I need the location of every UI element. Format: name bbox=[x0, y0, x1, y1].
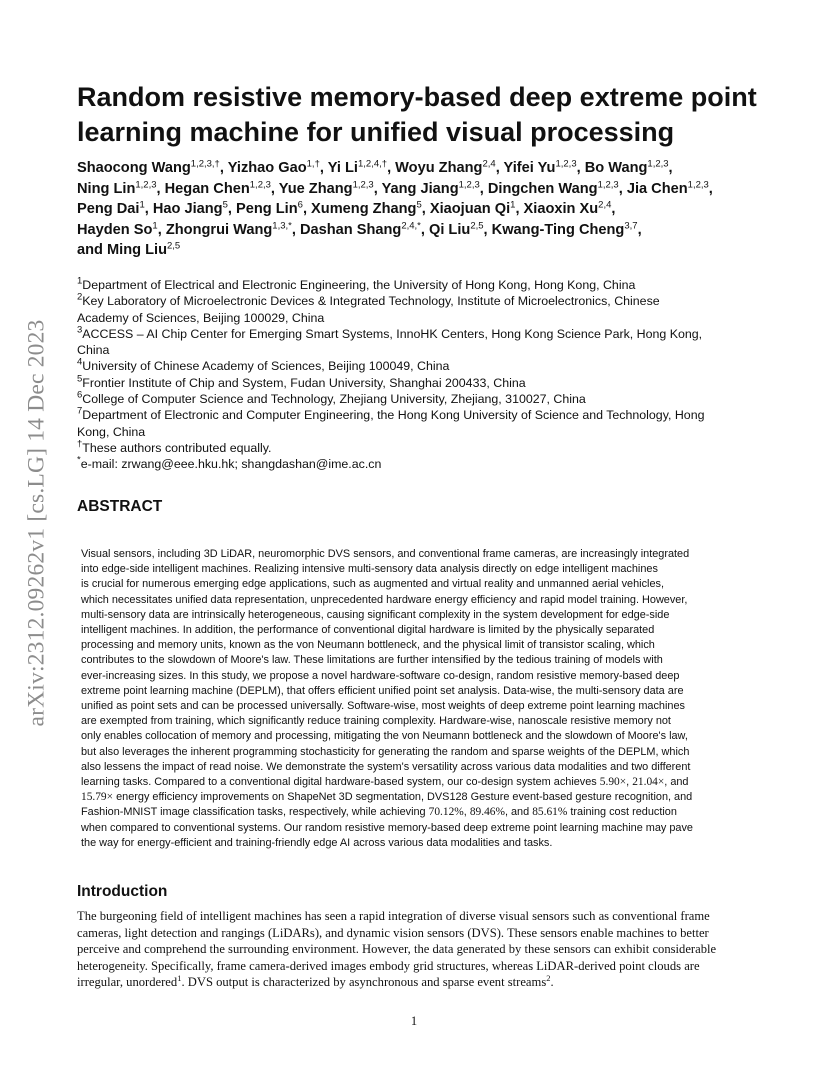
abstract-line: unified as point sets and can be processed universally. Software-wise, most weights of deep extreme point learning machines bbox=[81, 700, 685, 713]
affiliation-marker: * bbox=[77, 454, 81, 466]
abstract-line: extreme point learning machine (DEPLM), that offers efficient unified point set analysis. Data-wise, the multi-sensory data are bbox=[81, 684, 684, 697]
author-line: Shaocong Wang$^{1,2,3,\dagger}$, Yizhao Gao$^{1,\dagger}$, Yi $Li^{1,2,4,\dagger}$, Woyu Zhang$^{2,4}$, Yifei Yu$^{1,2,3}$, Bo Wang$^{1,2,3}$, bbox=[77, 158, 673, 176]
affiliation-marker: 3 bbox=[77, 324, 83, 336]
author-name: Peng Dai$^1$ bbox=[77, 199, 145, 218]
abstract-line: which necessitates unified data representation, unprecedented hardware energy efficiency and rapid model training. However, bbox=[81, 593, 688, 606]
author-name: Xiaojuan Qi$^1$ bbox=[429, 199, 516, 218]
abstract-line: also lessens the impact of read noise. We demonstrate the system's versatility across various data modalities and two different bbox=[81, 760, 691, 773]
abstract-line: multi-sensory data are intrinsically heterogeneous, causing significant complexity in the system development for edge-side bbox=[81, 608, 670, 621]
abstract-line: only enables collocation of memory and processing, mitigating the von Neumann bottleneck and the slowdown of Moore's law, bbox=[81, 730, 688, 743]
affiliation-marker: 1 bbox=[77, 275, 83, 287]
paper-title bbox=[77, 80, 767, 150]
author-affiliation-marker: 2,5 bbox=[166, 240, 181, 252]
author-name: Woyu Zhang$^{2,4}$ bbox=[395, 158, 496, 176]
affiliation-marker: 5 bbox=[77, 373, 83, 385]
abstract-line: is crucial for numerous emerging edge applications, such as augmented and virtual reality and unmanned aerial vehicles, bbox=[81, 578, 664, 591]
author-affiliation-marker: 2,4 bbox=[482, 158, 496, 170]
title-line: learning machine for unified visual processing bbox=[77, 117, 675, 147]
author-affiliation-marker: 1,2,3 bbox=[597, 178, 619, 190]
abstract-line: learning tasks. Compared to a conventional digital hardware-based system, our co-design system achieves 5.90×, 21.04×, and bbox=[81, 776, 689, 789]
arxiv-id: arXiv:2312.09262v1 [cs.LG] 14 Dec 2023 bbox=[23, 318, 50, 727]
author-name: Xiaoxin Xu$^{2,4}$ bbox=[523, 199, 612, 218]
author-affiliation-marker: 6 bbox=[297, 199, 303, 211]
author-line: Hayden So$^1$, Zhongrui Wang$^{1,3,*}$, Dashan Shang$^{2,4,*}$, Qi Liu$^{2,5}$, Kwang-Ting Cheng$^{3,7}$, bbox=[77, 220, 642, 238]
author-name: Yifei Yu$^{1,2,3}$ bbox=[503, 158, 577, 176]
author-affiliation-marker: 5 bbox=[416, 199, 422, 211]
abstract-line: when compared to conventional systems. Our random resistive memory-based deep extreme point learning machine may pave bbox=[81, 821, 693, 834]
author-affiliation-marker: 1,2,3 bbox=[555, 158, 577, 170]
affiliation-line: $^4$University of Chinese Academy of Sciences, Beijing 100049, China bbox=[77, 356, 450, 374]
abstract-line: Fashion-MNIST image classification tasks, respectively, while achieving 70.12%, 89.46%, and 85.61% training cost reduction bbox=[81, 806, 677, 819]
affiliation-line: $^3$ACCESS – AI Chip Center for Emerging Smart Systems, InnoHK Centers, Hong Kong Science Park, Hong Kong, bbox=[77, 324, 703, 341]
author-name: Hegan Chen$^{1,2,3}$ bbox=[164, 178, 271, 197]
author-name: and Ming Liu$^{2,5}$ bbox=[77, 240, 181, 259]
abstract-line: ever-increasing sizes. In this study, we propose a novel hardware-software co-design, random resistive memory-based deep bbox=[81, 669, 680, 682]
affiliation-line: $^1$Department of Electrical and Electronic Engineering, the University of Hong Kong, Hong Kong, China bbox=[77, 275, 636, 292]
abstract-line: processing and memory units, known as the von Neumann bottleneck, and the physical limit of transistor scaling, which bbox=[81, 639, 655, 652]
author-affiliation-marker: 3,7 bbox=[624, 220, 638, 232]
abstract-line: into edge-side intelligent machines. Realizing intensive multi-sensory data analysis directly on edge intelligent machines bbox=[81, 563, 658, 576]
abstract-line: intelligent machines. In addition, the performance of conventional digital hardware is limited by the physically separated bbox=[81, 624, 655, 637]
author-name: Hayden So$^1$ bbox=[77, 220, 158, 238]
author-affiliation-marker: 1,3,* bbox=[272, 220, 292, 232]
affiliation-line: $^6$College of Computer Science and Technology, Zhejiang University, Zhejiang, 310027, China bbox=[77, 389, 586, 407]
intro-line: cameras, light detection and rangings (LiDARs), and dynamic vision sensors (DVS). These sensors enable machines to better bbox=[77, 925, 709, 940]
affiliation-list bbox=[77, 277, 767, 473]
affiliation-marker: 7 bbox=[77, 405, 83, 417]
author-name: Dashan Shang$^{2,4,*}$ bbox=[299, 220, 421, 238]
author-name: Hao Jiang$^5$ bbox=[152, 199, 228, 218]
introduction-heading: Introduction bbox=[77, 883, 168, 900]
intro-line: heterogeneity. Specifically, frame camera-derived images embody grid structures, whereas LiDAR-derived point clouds are bbox=[77, 958, 700, 973]
introduction-body bbox=[77, 908, 757, 991]
author-list bbox=[77, 158, 767, 261]
author-affiliation-marker: 1,2,3 bbox=[135, 178, 157, 190]
citation-marker: 1 bbox=[177, 972, 182, 983]
affiliation-line: China bbox=[77, 343, 110, 358]
author-name: Zhongrui Wang$^{1,3,*}$ bbox=[165, 220, 292, 238]
author-line: Peng Dai$^1$, Hao Jiang$^5$, Peng Lin$^6$, Xumeng Zhang$^5$, Xiaojuan Qi$^1$, Xiaoxin Xu$^{2,4}$, bbox=[77, 199, 616, 218]
author-name: Jia Chen$^{1,2,3}$ bbox=[626, 178, 709, 197]
author-name: Dingchen Wang$^{1,2,3}$ bbox=[487, 178, 619, 197]
author-affiliation-marker: 2,5 bbox=[470, 220, 484, 232]
intro-line: irregular, unordered$^1$. DVS output is characterized by asynchronous and sparse event streams$^2$. bbox=[77, 972, 554, 989]
affiliation-marker: † bbox=[77, 438, 83, 450]
author-affiliation-marker: 1,2,3,† bbox=[190, 158, 220, 170]
author-line bbox=[77, 240, 767, 261]
abstract-line: contributes to the slowdown of Moore's law. These limitations are further intensified by the tedious training of models with bbox=[81, 654, 663, 667]
author-name: Yang Jiang$^{1,2,3}$ bbox=[381, 178, 480, 197]
author-name: Kwang-Ting Cheng$^{3,7}$ bbox=[491, 220, 638, 238]
author-name: Ning Lin$^{1,2,3}$ bbox=[77, 178, 157, 197]
math-value: 70.12% bbox=[428, 806, 464, 819]
author-affiliation-marker: 1 bbox=[139, 199, 145, 211]
title-line: Random resistive memory-based deep extreme point bbox=[77, 82, 757, 112]
affiliation-marker: 6 bbox=[77, 389, 83, 401]
abstract-line: the way for energy-efficient and training-friendly edge AI across various data modalities and tasks. bbox=[81, 836, 553, 849]
math-value: 89.46% bbox=[469, 806, 505, 819]
citation-marker: 2 bbox=[546, 972, 551, 983]
author-affiliation-marker: 1,2,3 bbox=[647, 158, 669, 170]
math-value: 5.90× bbox=[599, 776, 627, 789]
author-affiliation-marker: 1,2,4,† bbox=[358, 158, 388, 170]
author-affiliation-marker: 1 bbox=[510, 199, 516, 211]
abstract-body bbox=[81, 547, 761, 851]
author-name: Xumeng Zhang$^5$ bbox=[311, 199, 422, 218]
affiliation-marker: 4 bbox=[77, 356, 83, 368]
author-affiliation-marker: 1 bbox=[152, 220, 158, 232]
affiliation-line: $^2$Key Laboratory of Microelectronic Devices & Integrated Technology, Institute of Microelectronics, Chinese bbox=[77, 291, 660, 309]
abstract-line: are exempted from training, which significantly reduce training complexity. Hardware-wise, nanoscale resistive memory not bbox=[81, 715, 671, 728]
math-value: 15.79× bbox=[81, 791, 114, 804]
author-affiliation-marker: 1,† bbox=[306, 158, 320, 170]
author-name: Peng Lin$^6$ bbox=[236, 199, 303, 218]
affiliation-line: $^5$Frontier Institute of Chip and System, Fudan University, Shanghai 200433, China bbox=[77, 373, 526, 390]
affiliation-line: Kong, China bbox=[77, 424, 146, 439]
abstract-line: but also leverages the inherent programming stochasticity for generating the random and sparse weights of the DEPLM, which bbox=[81, 745, 690, 758]
intro-line: perceive and comprehend the surrounding environment. However, the data generated by these sensors can exhibit considerable bbox=[77, 942, 717, 956]
affiliation-marker: 2 bbox=[77, 291, 83, 303]
abstract-heading: ABSTRACT bbox=[77, 498, 163, 515]
affiliation-line: $^7$Department of Electronic and Computer Engineering, the Hong Kong University of Science and Technology, Hong bbox=[77, 405, 705, 423]
arxiv-identifier-stamp bbox=[22, 285, 52, 760]
author-name: Yue Zhang$^{1,2,3}$ bbox=[278, 178, 374, 197]
author-affiliation-marker: 1,2,3 bbox=[458, 178, 480, 190]
author-name: Bo Wang$^{1,2,3}$ bbox=[584, 158, 669, 176]
author-affiliation-marker: 2,4,* bbox=[401, 220, 421, 232]
author-name: Yi $Li^{1,2,4,\dagger}$ bbox=[327, 158, 388, 176]
abstract-line: 15.79× energy efficiency improvements on ShapeNet 3D segmentation, DVS128 Gesture event-based gesture recognition, and bbox=[81, 791, 693, 804]
affiliation-line: †These authors contributed equally. bbox=[77, 438, 272, 455]
author-affiliation-marker: 1,2,3 bbox=[687, 178, 709, 190]
author-name: Yizhao Gao$^{1,\dagger}$ bbox=[227, 158, 320, 176]
author-name: Qi Liu$^{2,5}$ bbox=[428, 220, 484, 238]
affiliation-line: Academy of Sciences, Beijing 100029, China bbox=[77, 310, 325, 325]
author-name: Shaocong Wang$^{1,2,3,\dagger}$ bbox=[77, 158, 220, 176]
author-affiliation-marker: 1,2,3 bbox=[249, 178, 271, 190]
math-value: 21.04× bbox=[632, 776, 665, 789]
page-number: 1 bbox=[410, 1014, 418, 1028]
author-line: Ning Lin$^{1,2,3}$, Hegan Chen$^{1,2,3}$, Yue Zhang$^{1,2,3}$, Yang Jiang$^{1,2,3}$, Dingchen Wang$^{1,2,3}$, Jia Chen$^{1,2,3}$, bbox=[77, 178, 713, 197]
affiliation-line: *e-mail: zrwang@eee.hku.hk; shangdashan@ime.ac.cn bbox=[77, 454, 382, 472]
author-affiliation-marker: 1,2,3 bbox=[352, 178, 374, 190]
author-affiliation-marker: 2,4 bbox=[598, 199, 612, 211]
abstract-line: Visual sensors, including 3D LiDAR, neuromorphic DVS sensors, and conventional frame cameras, are increasingly integrated bbox=[81, 548, 690, 560]
math-value: 85.61% bbox=[532, 806, 568, 819]
author-affiliation-marker: 5 bbox=[222, 199, 228, 211]
intro-line: The burgeoning field of intelligent machines has seen a rapid integration of diverse visual sensors such as conventional frame bbox=[77, 909, 710, 923]
